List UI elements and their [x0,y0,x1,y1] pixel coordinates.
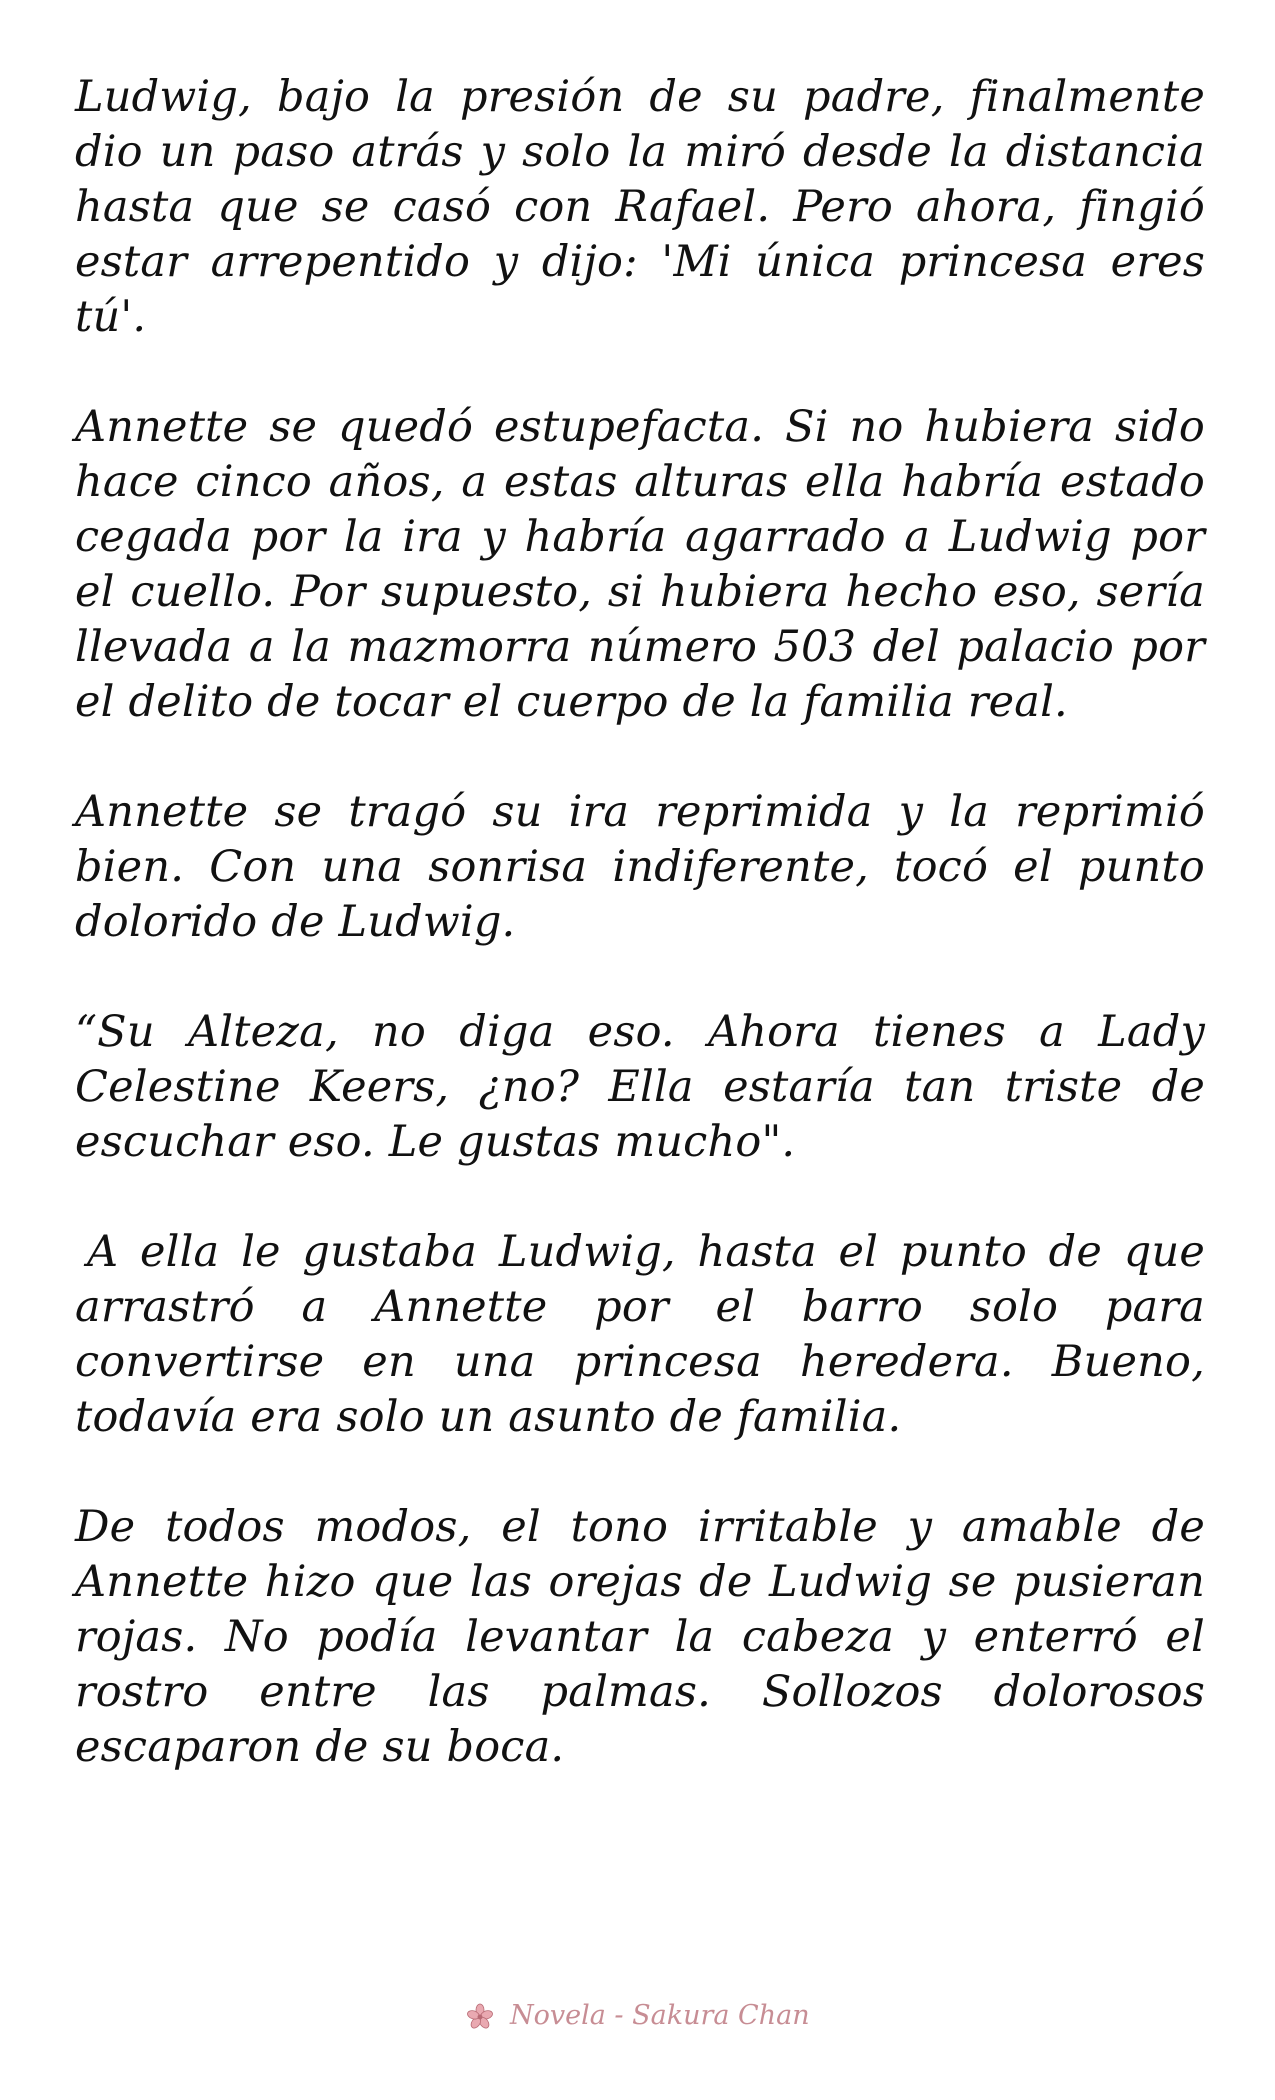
watermark-footer [0,2000,1275,2032]
paragraph-2: Annette se quedó estupefacta. Si no hubiera sido hace cinco años, a estas alturas ella habría estado cegada por la ira y habría agarrado a Ludwig por el cuello. Por supuesto, si hubiera hecho eso, sería llevada a la mazmorra número 503 del palacio por el delito de tocar el cuerpo de la familia real. [75,402,1205,727]
paragraph-6: De todos modos, el tono irritable y amable de Annette hizo que las orejas de Ludwig se pusieran rojas. No podía levantar la cabeza y enterró el rostro entre las palmas. Sollozos dolorosos escaparon de su boca. [75,1502,1205,1772]
paragraph-5: A ella le gustaba Ludwig, hasta el punto de que arrastró a Annette por el barro solo para convertirse en una princesa heredera. Bueno, todavía era solo un asunto de familia. [75,1227,1205,1442]
paragraph-4: “Su Alteza, no diga eso. Ahora tienes a Lady Celestine Keers, ¿no? Ella estaría tan triste de escuchar eso. Le gustas mucho". [75,1007,1205,1167]
paragraph-1: Ludwig, bajo la presión de su padre, finalmente dio un paso atrás y solo la miró desde la distancia hasta que se casó con Rafael. Pero ahora, fingió estar arrepentido y dijo: 'Mi única princesa eres tú'. [75,72,1205,342]
document-body [75,70,1205,1830]
paragraph-3: Annette se tragó su ira reprimida y la reprimió bien. Con una sonrisa indiferente, tocó el punto dolorido de Ludwig. [75,787,1205,947]
watermark-text: Novela - Sakura Chan [509,2000,810,2031]
sakura-flower-icon [465,2002,495,2032]
